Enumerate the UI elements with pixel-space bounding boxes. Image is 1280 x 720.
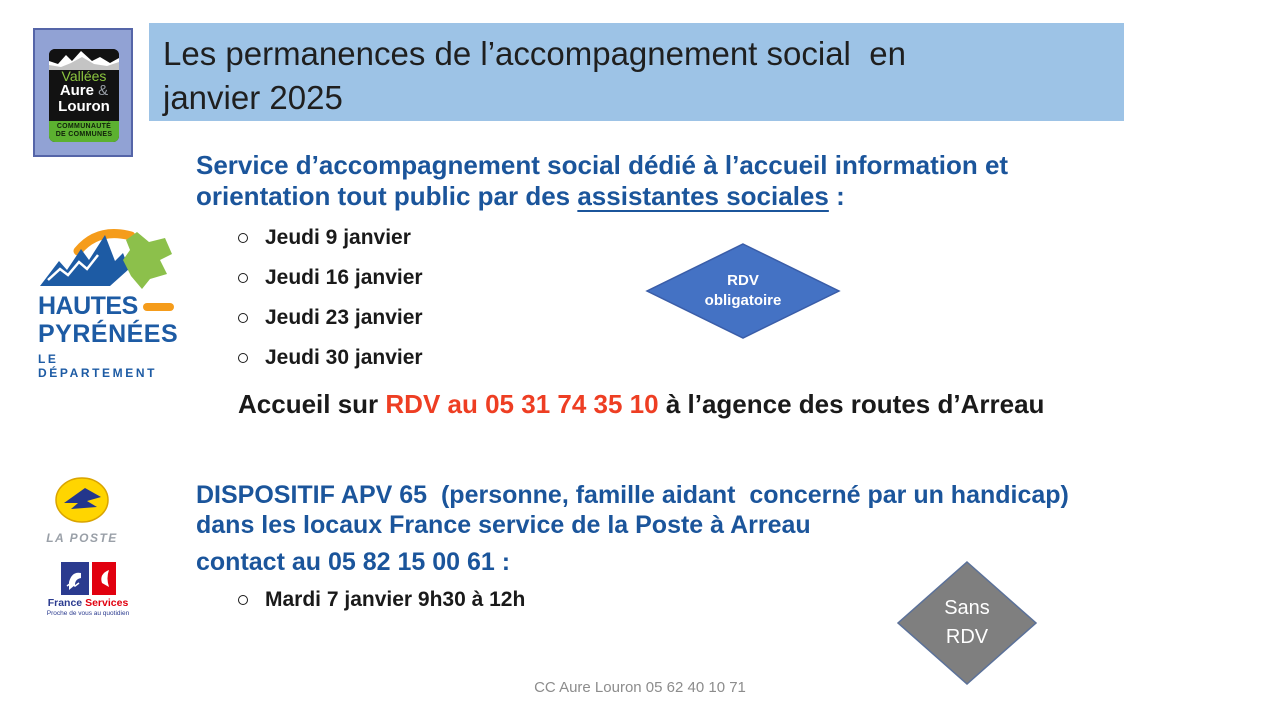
badge-line1: RDV	[727, 272, 759, 289]
list-item	[238, 338, 423, 378]
date-label: Jeudi 16 janvier	[265, 266, 423, 289]
section1-date-list	[238, 218, 423, 378]
list-item	[238, 258, 423, 298]
cc-logo-ampersand: &	[98, 82, 109, 100]
section2-contact-line: contact au 05 82 15 00 61 :	[196, 548, 511, 576]
section1-heading-line2-post: :	[828, 181, 845, 211]
cc-logo-text	[49, 69, 119, 114]
circle-bullet-icon	[238, 313, 248, 323]
cc-logo-louron: Louron	[58, 97, 110, 115]
rdv-obligatoire-label	[645, 243, 841, 339]
hautes-pyrenees-logo	[38, 224, 179, 380]
accueil-part2: à l’agence des routes d’Arreau	[658, 389, 1045, 419]
france-services-word2: Services	[85, 597, 129, 609]
hautes-pyrenees-art-icon	[38, 224, 174, 296]
orange-dash-icon	[143, 303, 174, 311]
france-services-logo	[46, 562, 130, 617]
badge-line2: RDV	[945, 626, 989, 648]
sans-rdv-badge	[897, 561, 1037, 685]
section1-heading-line2-pre: orientation tout public par des	[196, 181, 578, 211]
rdv-obligatoire-badge	[645, 243, 841, 339]
hautes-pyrenees-row1	[38, 292, 174, 321]
section2-heading-line2: dans les locaux France service de la Poste à Arreau	[196, 511, 811, 539]
list-item	[238, 588, 525, 612]
section2-date-list	[238, 588, 525, 612]
date-label: Jeudi 23 janvier	[265, 306, 423, 329]
badge-line2: obligatoire	[704, 292, 782, 309]
slide-title-line2: janvier 2025	[163, 79, 343, 116]
accueil-phone-highlight: RDV au 05 31 74 35 10	[385, 389, 659, 419]
marianne-red-icon	[92, 562, 116, 595]
accueil-line	[238, 389, 1044, 420]
section1-heading-underlined: assistantes sociales	[577, 181, 829, 211]
sans-rdv-label	[897, 561, 1037, 685]
france-services-wordmark	[48, 597, 129, 609]
cc-logo-band-line1: COMMUNAUTÉ	[56, 123, 112, 130]
date-label: Jeudi 30 janvier	[265, 346, 423, 369]
section2-heading-line1: DISPOSITIF APV 65 (personne, famille aidant concerné par un handicap)	[196, 481, 1069, 509]
circle-bullet-icon	[238, 233, 248, 243]
mountain-ridge-icon	[49, 49, 119, 70]
cc-logo-aure	[49, 83, 119, 98]
section2-heading	[196, 480, 1260, 540]
list-item	[238, 298, 423, 338]
slide-title-line1: Les permanences de l’accompagnement social en	[163, 35, 906, 72]
cc-logo-band	[49, 121, 119, 142]
marianne-blue-icon	[61, 562, 89, 595]
date-label: Mardi 7 janvier 9h30 à 12h	[265, 588, 526, 611]
la-poste-bird-icon	[54, 476, 110, 526]
circle-bullet-icon	[238, 273, 248, 283]
la-poste-label: LA POSTE	[46, 531, 118, 545]
list-item	[238, 218, 423, 258]
title-bar	[149, 23, 1124, 121]
france-services-tagline: Proche de vous au quotidien	[46, 610, 130, 617]
cc-logo-aure-text: Aure	[59, 82, 99, 100]
cc-aure-louron-logo	[33, 28, 133, 157]
footer-text: CC Aure Louron 05 62 40 10 71	[534, 679, 746, 696]
la-poste-logo	[42, 476, 122, 545]
accueil-part1: Accueil sur	[238, 389, 386, 419]
hautes-pyrenees-line3: LE DÉPARTEMENT	[38, 352, 158, 380]
france-services-word1: France	[47, 597, 86, 609]
france-services-flags	[61, 562, 116, 595]
section1-heading-line2	[196, 181, 1260, 212]
cc-logo-band-line2: DE COMMUNES	[55, 131, 113, 138]
section1-heading-line1: Service d’accompagnement social dédié à l’accueil information et	[196, 150, 1009, 180]
hautes-pyrenees-line1: HAUTES	[38, 292, 138, 320]
cc-logo-vallees: Vallées	[61, 68, 107, 84]
circle-bullet-icon	[238, 595, 248, 605]
hautes-pyrenees-line2: PYRÉNÉES	[38, 320, 179, 348]
cc-logo-inner	[49, 49, 119, 142]
date-label: Jeudi 9 janvier	[265, 226, 411, 249]
badge-line1: Sans	[944, 597, 990, 619]
section1-heading	[196, 150, 1260, 212]
circle-bullet-icon	[238, 353, 248, 363]
